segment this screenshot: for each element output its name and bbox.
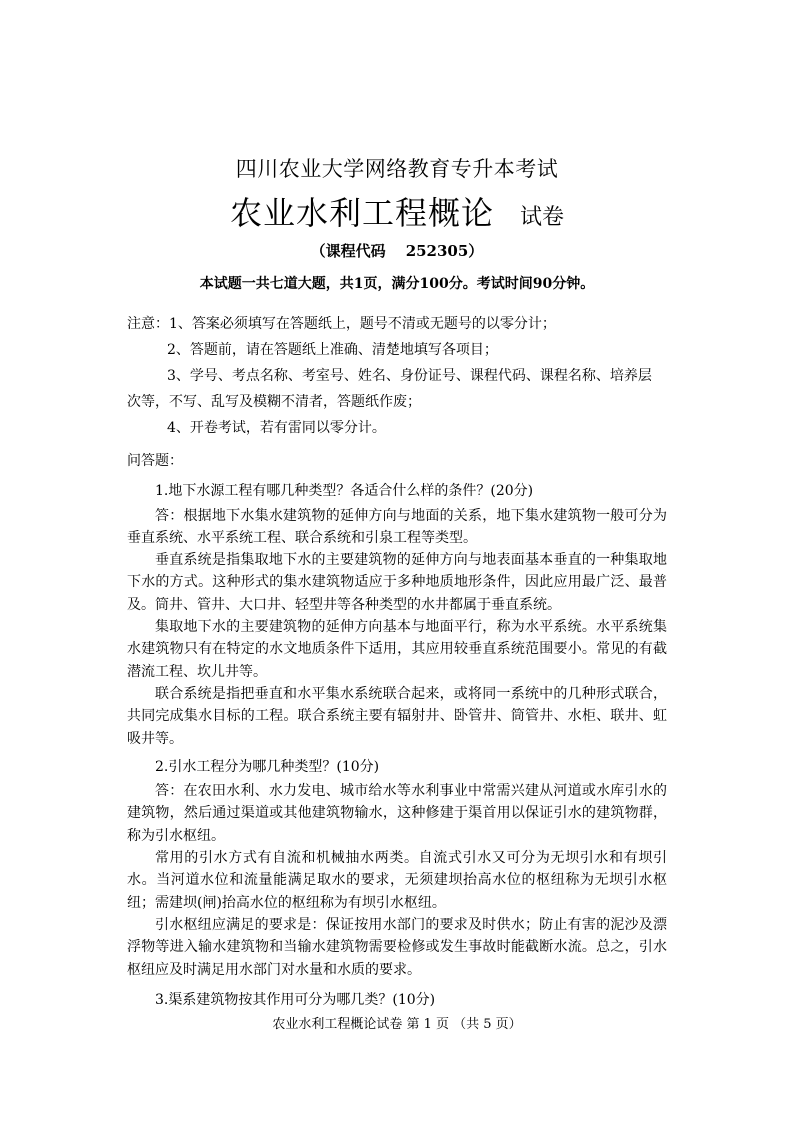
title-line [0,188,794,234]
note-3-line-1: 3、学号、考点名称、考室号、姓名、身份证号、课程代码、课程名称、培养层 [167,368,652,384]
question-3: 3.渠系建筑物按其作用可分为哪几类？(10分) [155,991,436,1008]
answer-paragraph: 答：在农田水利、水力发电、城市给水等水利事业中常需兴建从河道或水库引水的建筑物，然后通过渠道或其他建筑物输水，这种修建于渠首用以保证引水的建筑物群，称为引水枢纽。 [127,783,667,844]
course-code [0,240,794,261]
note-2: 2、答题前，请在答题纸上准确、清楚地填写各项目； [167,342,498,358]
answer-paragraph: 常用的引水方式有自流和机械抽水两类。自流式引水又可分为无坝引水和有坝引水。当河道水位和流量能满足取水的要求，无须建坝抬高水位的枢纽称为无坝引水枢纽；需建坝(闸)抬高水位的枢纽称为有坝引水枢纽。 [127,850,667,911]
answer-paragraph: 联合系统是指把垂直和水平集水系统联合起来，或将同一系统中的几种形式联合，共同完成集水目标的工程。联合系统主要有辐射井、卧管井、筒管井、水柜、联井、虹吸井等。 [127,685,667,747]
institution-heading: 四川农业大学网络教育专升本考试 [235,157,559,181]
answer-paragraph: 答：根据地下水集水建筑物的延伸方向与地面的关系，地下集水建筑物一般可分为垂直系统、水平系统工程、联合系统和引泉工程等类型。 [127,507,667,546]
course-code-label: （课程代码 [310,242,386,260]
question-1: 1.地下水源工程有哪几种类型？各适合什么样的条件？(20分) [155,483,534,500]
exam-summary: 本试题一共七道大题，共1页，满分100分。考试时间90分钟。 [199,276,595,292]
section-heading: 问答题： [127,453,183,469]
note-4: 4、开卷考试，若有雷同以零分计。 [167,420,386,436]
paper-suffix: 试卷 [520,205,565,230]
answer-paragraph: 集取地下水的主要建筑物的延伸方向基本与地面平行，称为水平系统。水平系统集水建筑物只有在特定的水文地质条件下适用，其应用较垂直系统范围要小。常见的有截潜流工程、坎儿井等。 [127,619,667,680]
course-code-value: 252305） [405,242,484,260]
note-3-line-2: 次等，不写、乱写及模糊不清者，答题纸作废； [127,394,421,410]
answer-paragraph: 引水枢纽应满足的要求是：保证按用水部门的要求及时供水；防止有害的泥沙及漂浮物等进入输水建筑物和当输水建筑物需要检修或发生事故时能截断水流。总之，引水枢纽应及时满足用水部门对水量和水质的要求。 [127,916,667,978]
qa-block [127,450,667,1013]
course-title: 农业水利工程概论 [229,194,494,232]
question-2: 2.引水工程分为哪几种类型？(10分) [155,758,380,775]
page-footer: 农业水利工程概论试卷 第 1 页 （共 5 页） [272,1017,522,1032]
note-1: 注意：1、答案必须填写在答题纸上，题号不清或无题号的以零分计； [127,316,556,332]
notes-block [127,311,667,441]
answer-paragraph: 垂直系统是指集取地下水的主要建筑物的延伸方向与地表面基本垂直的一种集取地下水的方式。这种形式的集水建筑物适应于多种地质地形条件，因此应用最广泛、最普及。筒井、管井、大口井、轻型井等各种类型的水井都属于垂直系统。 [127,552,667,613]
